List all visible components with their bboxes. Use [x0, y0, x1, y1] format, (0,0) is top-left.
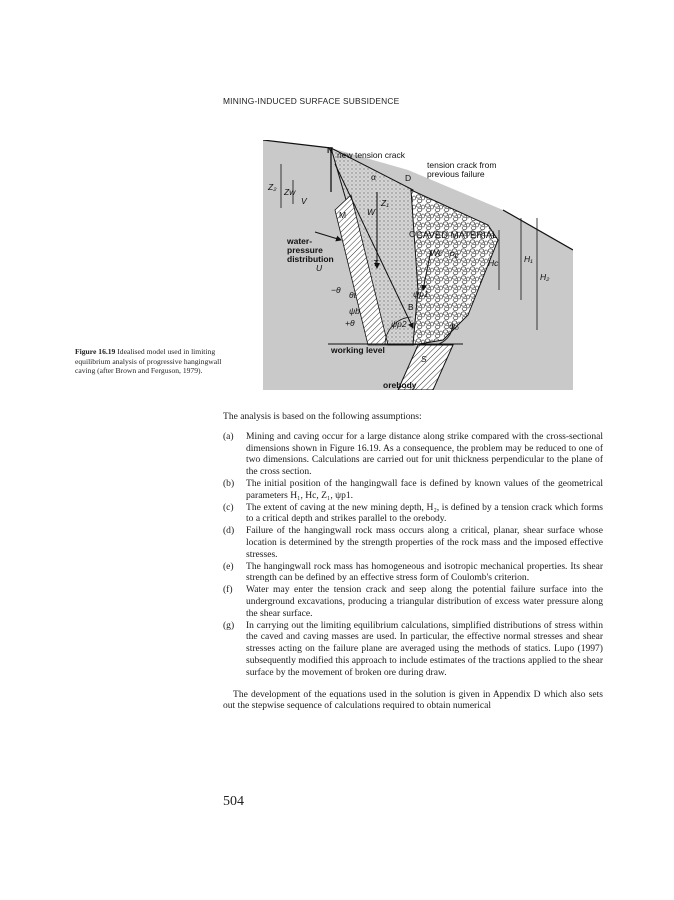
assumption-item: [223, 525, 603, 560]
assumption-item: [223, 584, 603, 619]
label-water-1: water-: [287, 236, 313, 246]
label-water-3: distribution: [287, 254, 334, 264]
label-working-level: working level: [331, 345, 385, 355]
label-hc: Hc: [488, 258, 499, 268]
label-d: D: [405, 173, 412, 183]
label-t: T: [373, 258, 379, 268]
assumption-text: Water may enter the tension crack and seep along the potential failure surface into the underground excavations, producing a triangular distribution of excess water pressure along the shear surface.: [246, 584, 603, 619]
assumption-item: [223, 502, 603, 526]
label-old-crack-2: previous failure: [427, 169, 485, 179]
assumption-text: The hangingwall rock mass has homogeneous and isotropic mechanical properties. Its shear strength can be defined by an effective stress form of Coulomb's criterion.: [246, 560, 603, 584]
label-psi-p1: ψp1: [413, 289, 429, 299]
label-z2: Z₂: [268, 182, 277, 192]
assumption-text: The extent of caving at the new mining depth, H₂, is defined by a tension crack which forms to a critical depth and strikes parallel to the orebody.: [246, 501, 603, 525]
assumption-marker: (g): [223, 619, 235, 631]
caving-diagram: [263, 140, 573, 390]
label-theta-neg: −θ: [331, 285, 341, 295]
label-h1: H₁: [524, 254, 533, 264]
assumption-marker: (b): [223, 477, 235, 489]
assumption-text: The initial position of the hangingwall face is defined by known values of the geometrical parameters H₁, Hc, Z₁, ψp1.: [246, 477, 603, 501]
label-theta-pos: +θ: [345, 318, 355, 328]
figure-caption-text: Idealised model used in limiting equilibrium analysis of progressive hangingwall caving (after Brown and Ferguson, 1979).: [75, 347, 222, 376]
label-zw: Zw: [284, 187, 296, 197]
figure-caption: [75, 347, 225, 376]
running-head: MINING-INDUCED SURFACE SUBSIDENCE: [223, 96, 400, 106]
label-z1: Z₁: [381, 198, 389, 208]
assumption-marker: (f): [223, 584, 233, 596]
label-pc: Pc: [449, 250, 459, 260]
label-w: W: [367, 207, 376, 217]
label-orebody: orebody: [383, 380, 417, 390]
assumptions-list: [223, 431, 603, 679]
label-water-2: pressure: [287, 245, 323, 255]
assumptions-intro: The analysis is based on the following assumptions:: [223, 411, 422, 422]
label-n: N: [327, 145, 334, 155]
assumption-text: Mining and caving occur for a large distance along strike compared with the cross-sectional dimensions shown in Figure 16.19. As a consequence, the problem may be reduced to one of two dimensions. Calculations are carried out for unit thickness perpendicular to the plane of the cross section.: [246, 430, 603, 478]
assumption-text: In carrying out the limiting equilibrium calculations, simplified distributions of stress within the caved and caving masses are used. In particular, the effective normal stresses and shear stresses acting on the failure plane are averaged using the methods of statics. Lupo (1997) subsequently modified this approach to include estimates of the tractions applied to the shear surface by the movement of broken ore during draw.: [246, 619, 603, 678]
label-s: S: [421, 354, 427, 364]
figure-number: Figure 16.19: [75, 347, 116, 356]
label-theta-t: θt: [349, 290, 356, 300]
label-h2: H₂: [540, 272, 550, 282]
assumption-marker: (e): [223, 560, 234, 572]
assumption-item: [223, 478, 603, 502]
label-psi-b: ψb: [349, 306, 360, 316]
assumption-item: [223, 561, 603, 585]
assumption-item: [223, 620, 603, 679]
assumption-marker: (d): [223, 525, 235, 537]
label-wc: Wc: [430, 248, 443, 258]
label-psi-p2: ψp2: [391, 319, 407, 329]
caving-model-figure: [263, 140, 573, 390]
appendix-paragraph: The development of the equations used in the solution is given in Appendix D which also sets out the stepwise sequence of calculations required to obtain numerical: [223, 688, 603, 712]
assumption-item: [223, 431, 603, 478]
assumption-marker: (c): [223, 501, 234, 513]
label-m: M: [339, 210, 347, 220]
page-number: 504: [223, 794, 244, 809]
label-b: B: [408, 302, 414, 312]
body-text: [223, 411, 603, 712]
label-new-crack: new tension crack: [337, 150, 406, 160]
label-caved-material: CAVED MATERIAL: [416, 230, 498, 241]
label-alpha: α: [371, 172, 376, 182]
label-c: C: [409, 229, 416, 239]
label-v: V: [301, 196, 307, 206]
assumption-marker: (a): [223, 430, 234, 442]
label-psi-0: ψ₀: [449, 321, 459, 331]
label-u: U: [316, 263, 323, 273]
assumption-text: Failure of the hangingwall rock mass occurs along a critical, planar, shear surface whose location is determined by the strength properties of the rock mass and the imposed effective stresses.: [246, 525, 603, 560]
label-old-crack-1: tension crack from: [427, 160, 497, 170]
